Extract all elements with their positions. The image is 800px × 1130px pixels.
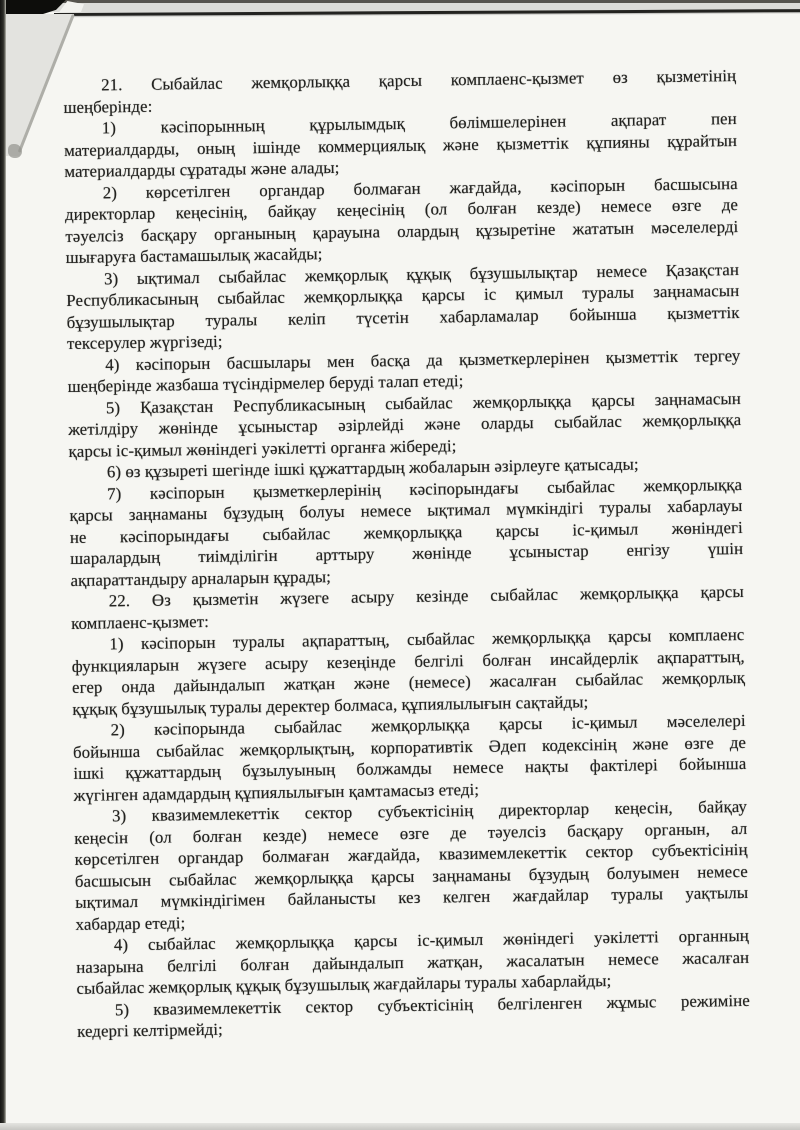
text-line: 6) өз құзыреті шегінде ішкі құжаттардың жобаларын әзірлеуге қатысады; — [106, 454, 639, 482]
text-line: 1) кәсіпорын туралы ақпараттың, сыбайлас жемқорлыққа қарсы комплаенс — [109, 624, 745, 654]
text-line: шеңберінде жазбаша түсіндірмелер беруді талап етеді; — [67, 371, 464, 396]
paragraph — [74, 796, 749, 935]
text-line: сыбайлас жемқорлық құқық бұзушылық жағдайлары туралы хабарлайды; — [76, 970, 612, 998]
text-line: 22. Өз қызметін жүзеге асыру кезінде сыбайлас жемқорлыққа қарсы — [108, 581, 744, 611]
text-line: кедергі келтірмейді; — [77, 1019, 224, 1041]
text-line: комплаенс-қызмет: — [70, 611, 210, 633]
text-line: құқық бұзушылық туралы деректер болмаса, құпиялылығын сақтайды; — [72, 691, 589, 719]
text-line: ақпараттандыру арналарын құрады; — [70, 566, 332, 590]
text-line: 2) көрсетілген органдар болмаған жағдайда, кәсіпорын басшысына — [102, 173, 738, 202]
scan-smudge — [8, 144, 22, 158]
document-text — [63, 65, 750, 1042]
text-line: Республикасының сыбайлас жемқорлыққа қарсы іс қимыл туралы заңнамасын — [66, 280, 740, 310]
text-line: 4) сыбайлас жемқорлыққа қарсы іс-қимыл жөніндегі уәкілетті органның — [113, 925, 749, 955]
text-line: не кәсіпорындағы сыбайлас жемқорлыққа қарсы іс-қимыл жөніндегі — [69, 517, 743, 547]
text-line: ішкі құжаттардың бұзылуының болжамды немесе нақты фактілері бойынша — [73, 753, 747, 783]
text-line: 3) ықтимал сыбайлас жемқорлық құқық бұзушылықтар немесе Қазақстан — [103, 259, 740, 288]
text-line: материалдарды сұратады және алады; — [64, 157, 340, 181]
text-line: қарсы заңнаманы бұзудың болуы немесе ықтимал мүмкіндігі туралы хабарлауы — [69, 495, 743, 525]
paragraph — [73, 710, 747, 806]
text-line: ықтимал мүмкіндігімен байланысты кез келген жағдайлар туралы уақтылы — [75, 882, 749, 912]
text-line: жетілдіру жөнінде ұсыныстар әзірлейді және оларды сыбайлас жемқорлыққа — [68, 409, 742, 439]
text-line: 4) кәсіпорын басшылары мен басқа да қызметкерлерінен қызметтік тергеу — [105, 345, 741, 374]
text-line: қарсы іс-қимыл жөніндегі уәкілетті органға жібереді; — [68, 435, 457, 461]
paragraph — [66, 258, 740, 354]
paragraph — [69, 473, 744, 590]
text-line: директорлар кеңесінің, байқау кеңесінің (ол болған кезде) немесе өзге де — [64, 195, 739, 224]
scanner-top-edge — [0, 0, 800, 3]
paragraph — [65, 173, 739, 269]
text-line: 21. Сыбайлас жемқорлыққа қарсы комплаенс-қызмет өз қызметінің — [101, 66, 737, 95]
scanner-left-edge — [0, 0, 6, 1130]
text-line: 7) кәсіпорын қызметкерлерінің кәсіпорындағы сыбайлас жемқорлыққа — [107, 474, 743, 503]
text-line: жүгінген адамдардың құпиялылығын қамтамасыз етеді; — [73, 779, 480, 805]
text-line: 5) Қазақстан Республикасының сыбайлас жемқорлыққа қарсы заңнамасын — [105, 388, 742, 417]
text-line: шеңберінде: — [63, 96, 153, 117]
paragraph — [71, 624, 745, 720]
text-line: егер онда дайындалып жатқан және (немесе) жасалған сыбайлас жемқорлық — [71, 667, 746, 697]
text-line: бойынша сыбайлас жемқорлықтың, корпоративтік Әдеп кодексінің және өзге де — [72, 732, 747, 762]
paragraph — [64, 108, 738, 182]
text-line: 2) кәсіпорында сыбайлас жемқорлыққа қарсы іс-қимыл мәселелері — [110, 710, 746, 740]
text-line: тексерулер жүргізеді; — [66, 331, 223, 353]
text-line: шығаруға бастамашылық жасайды; — [65, 244, 323, 267]
text-line: шаралардың тиімділігін арттыру жөнінде ұсыныстар енгізу үшін — [70, 538, 744, 568]
text-line: хабардар етеді; — [75, 912, 186, 934]
text-line: назарына белгілі болған дайындалып жатқан, жасалатын немесе жасалған — [76, 947, 750, 977]
text-line: көрсетілген органдар болмаған жағдайда, квазимемлекеттік сектор субъектісінің — [74, 839, 748, 869]
text-line: 1) кәсіпорынның құрылымдық бөлімшелерінен ақпарат пен — [101, 109, 737, 138]
paragraph — [76, 925, 750, 999]
paragraph — [68, 387, 742, 461]
text-line: басшысын сыбайлас жемқорлыққа қарсы заңнаманы бұзудың болуымен немесе — [74, 861, 749, 891]
text-line: кеңесін (ол болған кезде) немесе өзге де тәуелсіз басқару органын, ал — [74, 818, 748, 848]
text-line: функцияларын жүзеге асыру кезеңінде белгілі болған инсайдерлік ақпараттың, — [71, 646, 745, 676]
text-line: материалдарды, оның ішінде коммерциялық және қызметтік құпияны құрайтын — [63, 130, 738, 160]
text-line: бұзушылықтар туралы келіп түсетін хабарламалар бойынша қызметтік — [66, 302, 740, 332]
text-line: 3) квазимемлекеттік сектор субъектісінің директорлар кеңесін, байқау — [111, 796, 748, 826]
scanner-bottom-edge — [0, 1123, 800, 1130]
text-line: 5) квазимемлекеттік сектор субъектісінің белгіленген жұмыс режиміне — [114, 990, 750, 1019]
text-line: тәуелсіз басқару органының қарауына олардың құзыретіне жататын мәселелерді — [65, 216, 739, 246]
